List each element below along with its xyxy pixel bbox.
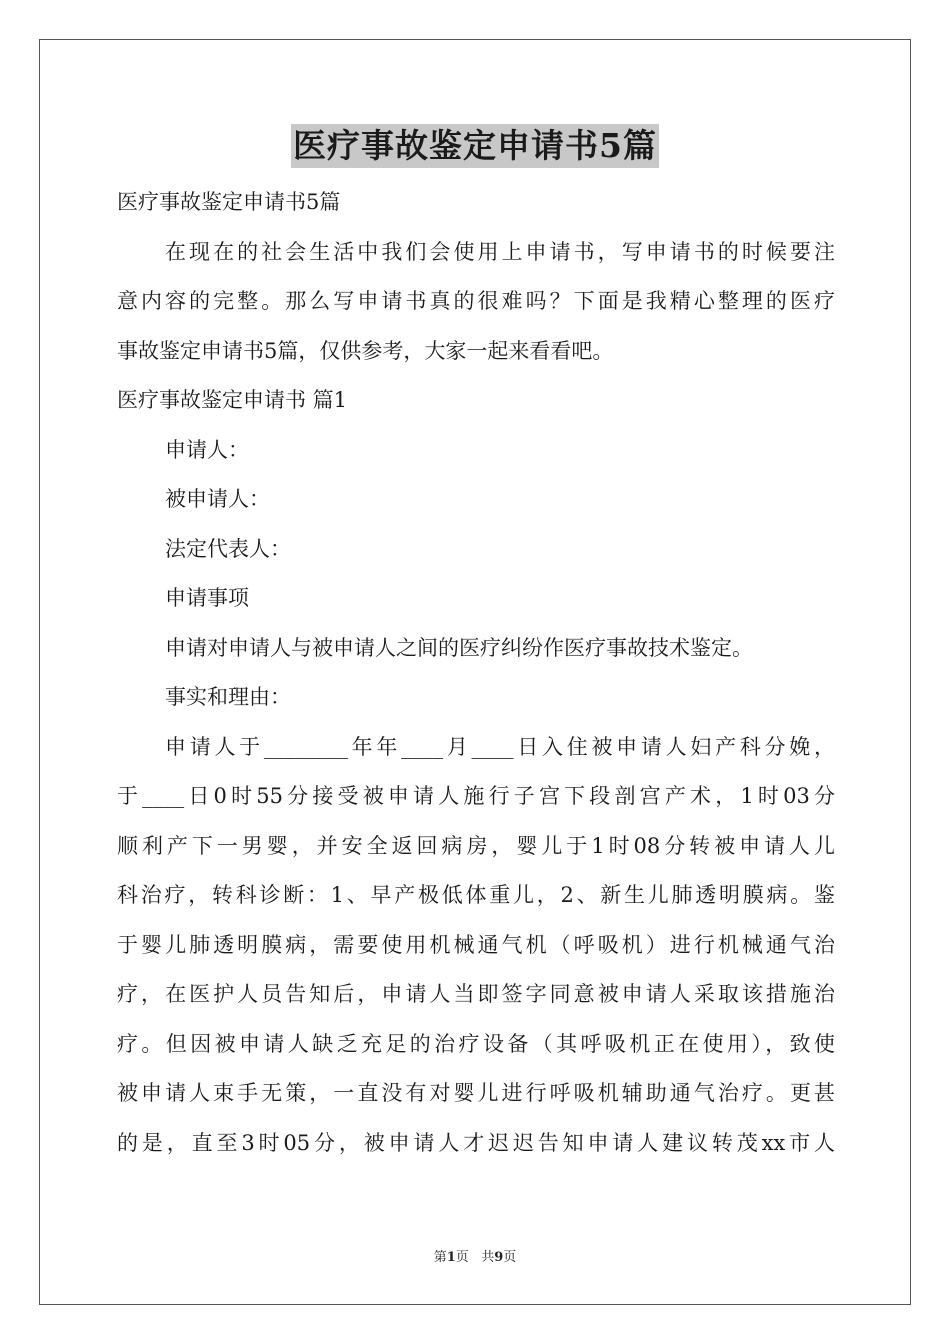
facts-heading: 事实和理由： [165, 685, 291, 709]
page-suffix: 页 [455, 1250, 469, 1265]
total-prefix: 共 [481, 1250, 495, 1265]
respondent-label: 被申请人： [165, 487, 270, 511]
intro-line: 意内容的完整。那么写申请书真的很难吗？下面是我精心整理的医疗 [117, 289, 835, 313]
facts-line: 疗，在医护人员告知后，申请人当即签字同意被申请人采取该措施治 [117, 982, 835, 1006]
current-page-number: 1 [446, 1250, 456, 1265]
facts-line: 疗。但因被申请人缺乏充足的治疗设备（其呼吸机正在使用），致使 [117, 1031, 835, 1056]
facts-line: 于婴儿肺透明膜病，需要使用机械通气机（呼吸机）进行机械通气治 [117, 932, 835, 957]
request-items-heading: 申请事项 [165, 586, 249, 610]
legal-representative-label: 法定代表人： [165, 536, 291, 561]
total-page-number: 9 [494, 1250, 504, 1265]
request-items-text: 申请对申请人与被申请人之间的医疗纠纷作医疗事故技术鉴定。 [165, 635, 753, 660]
facts-line: 的是，直至3时05分，被申请人才迟迟告知申请人建议转茂xx市人 [117, 1130, 835, 1155]
facts-line: 于____日0时55分接受被申请人施行子宫下段剖宫产术，1时03分 [117, 784, 835, 808]
applicant-label: 申请人： [165, 437, 249, 462]
document-body [117, 178, 835, 1168]
page-prefix: 第 [433, 1250, 447, 1265]
intro-line: 在现在的社会生活中我们会使用上申请书，写申请书的时候要注 [165, 239, 835, 264]
facts-line: 被申请人束手无策，一直没有对婴儿进行呼吸机辅助通气治疗。更甚 [117, 1081, 835, 1105]
intro-line: 事故鉴定申请书5篇，仅供参考，大家一起来看看吧。 [117, 338, 614, 363]
title-container [0, 124, 950, 168]
facts-line: 申请人于________年年____月____日入住被申请人妇产科分娩， [165, 734, 835, 759]
facts-line: 顺利产下一男婴，并安全返回病房，婴儿于1时08分转被申请人儿 [117, 833, 835, 858]
subtitle-line: 医疗事故鉴定申请书5篇 [117, 190, 341, 214]
section-heading: 医疗事故鉴定申请书 篇1 [117, 388, 348, 412]
page-footer [0, 1246, 950, 1265]
total-suffix: 页 [503, 1250, 517, 1265]
document-title: 医疗事故鉴定申请书5篇 [291, 124, 659, 168]
facts-line: 科治疗，转科诊断：1、早产极低体重儿，2、新生儿肺透明膜病。鉴 [117, 883, 835, 907]
